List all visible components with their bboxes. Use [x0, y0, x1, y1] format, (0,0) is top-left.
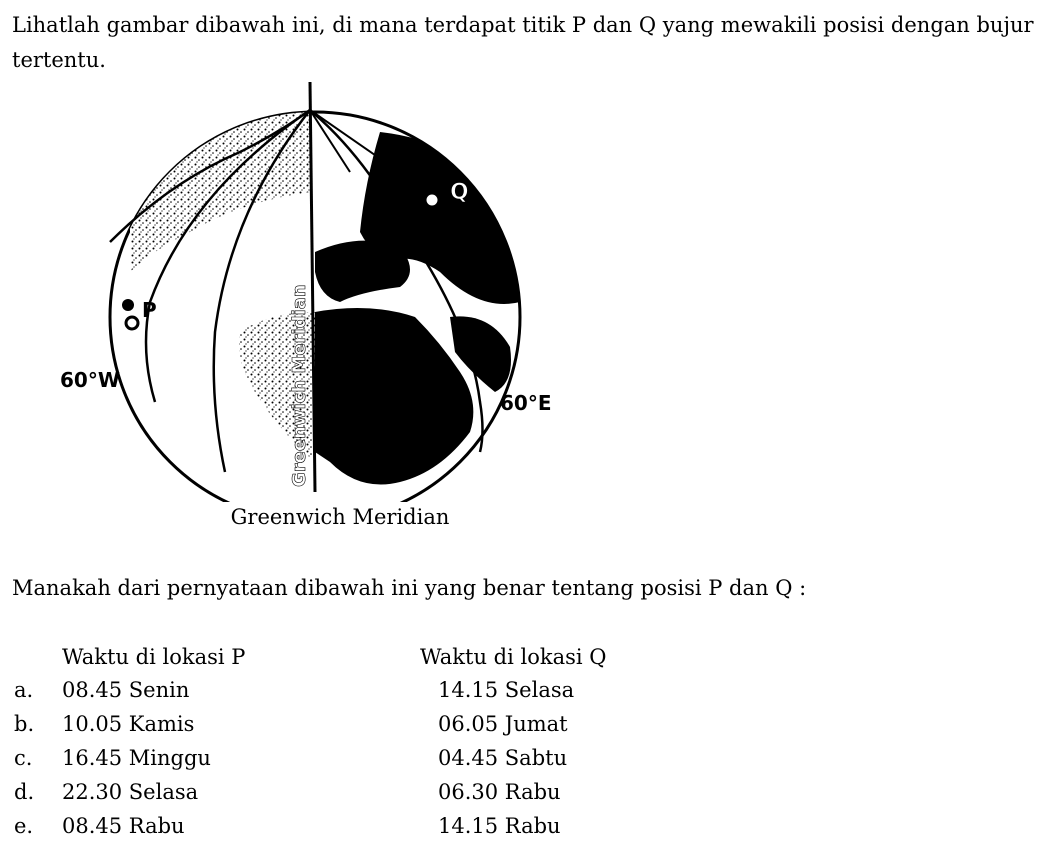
- option-letter: b.: [14, 712, 35, 736]
- figure-caption: Greenwich Meridian: [230, 505, 450, 529]
- column-header-q: Waktu di lokasi Q: [420, 645, 607, 669]
- point-p-marker-open: [126, 317, 138, 329]
- point-q-marker: [426, 194, 438, 206]
- option-time-p: 22.30 Selasa: [62, 780, 199, 804]
- option-time-p: 16.45 Minggu: [62, 746, 211, 770]
- column-header-p: Waktu di lokasi P: [62, 645, 246, 669]
- label-60e: 60°E: [500, 391, 552, 415]
- answer-option-e[interactable]: [0, 814, 1043, 848]
- option-time-q: 14.15 Selasa: [438, 678, 575, 702]
- option-letter: e.: [14, 814, 34, 838]
- option-time-q: 06.05 Jumat: [438, 712, 568, 736]
- option-time-q: 06.30 Rabu: [438, 780, 561, 804]
- question-text: Manakah dari pernyataan dibawah ini yang benar tentang posisi P dan Q :: [12, 576, 807, 600]
- point-q-label: Q: [450, 180, 469, 205]
- option-time-p: 08.45 Rabu: [62, 814, 185, 838]
- option-time-p: 08.45 Senin: [62, 678, 190, 702]
- intro-text: Lihatlah gambar dibawah ini, di mana terdapat titik P dan Q yang mewakili posisi dengan bujur tertentu.: [12, 13, 1034, 72]
- answer-option-b[interactable]: [0, 712, 1043, 746]
- option-time-q: 14.15 Rabu: [438, 814, 561, 838]
- option-letter: a.: [14, 678, 34, 702]
- option-time-q: 04.45 Sabtu: [438, 746, 568, 770]
- option-time-p: 10.05 Kamis: [62, 712, 195, 736]
- point-p-label: P: [142, 298, 157, 322]
- globe-figure: [40, 72, 570, 502]
- answer-option-c[interactable]: [0, 746, 1043, 780]
- label-60w: 60°W: [60, 368, 120, 392]
- option-letter: d.: [14, 780, 35, 804]
- answer-option-d[interactable]: [0, 780, 1043, 814]
- answer-option-a[interactable]: [0, 678, 1043, 712]
- globe-diagram: [40, 72, 570, 502]
- vertical-meridian-label: Greenwich Meridian: [289, 284, 310, 487]
- option-letter: c.: [14, 746, 33, 770]
- point-p-marker-filled: [122, 299, 134, 311]
